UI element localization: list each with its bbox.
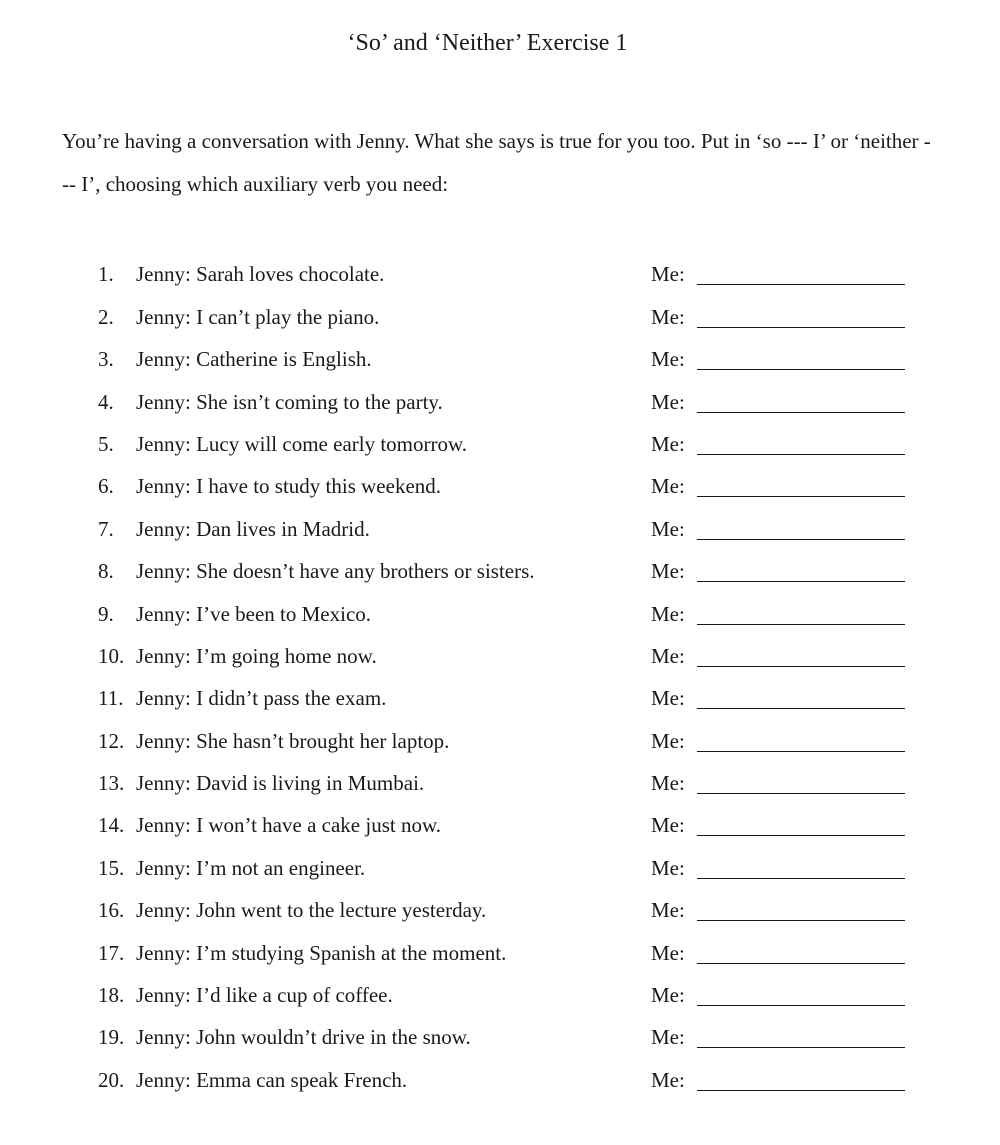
jenny-statement: Jenny: I can’t play the piano. xyxy=(136,304,380,329)
me-label: Me: xyxy=(651,304,685,329)
page-title: ‘So’ and ‘Neither’ Exercise 1 xyxy=(347,30,628,56)
jenny-statement: Jenny: I’m going home now. xyxy=(136,643,377,668)
exercise-list xyxy=(98,245,918,1093)
me-label: Me: xyxy=(651,262,685,287)
item-number: 6. xyxy=(98,474,114,499)
jenny-statement: Jenny: John wouldn’t drive in the snow. xyxy=(136,1025,471,1050)
exercise-item xyxy=(98,1008,918,1050)
exercise-item xyxy=(98,330,918,372)
jenny-statement: Jenny: She doesn’t have any brothers or sisters. xyxy=(136,559,535,584)
me-label: Me: xyxy=(651,771,685,796)
exercise-item xyxy=(98,287,918,329)
me-label: Me: xyxy=(651,813,685,838)
me-label: Me: xyxy=(651,431,685,456)
jenny-statement: Jenny: David is living in Mumbai. xyxy=(136,771,425,796)
jenny-statement: Jenny: I’m studying Spanish at the moment. xyxy=(136,940,507,965)
jenny-statement: Jenny: I have to study this weekend. xyxy=(136,474,442,499)
jenny-statement: Jenny: Sarah loves chocolate. xyxy=(136,262,385,287)
answer-input[interactable] xyxy=(697,388,905,413)
exercise-item xyxy=(98,711,918,753)
item-number: 15. xyxy=(98,855,125,880)
item-number: 20. xyxy=(98,1067,125,1092)
answer-input[interactable] xyxy=(697,854,905,879)
item-number: 2. xyxy=(98,304,114,329)
answer-input[interactable] xyxy=(697,303,905,328)
answer-input[interactable] xyxy=(697,939,905,964)
answer-input[interactable] xyxy=(697,642,905,667)
jenny-statement: Jenny: I won’t have a cake just now. xyxy=(136,813,442,838)
jenny-statement: Jenny: Catherine is English. xyxy=(136,347,372,372)
me-label: Me: xyxy=(651,516,685,541)
jenny-statement: Jenny: Emma can speak French. xyxy=(136,1067,408,1092)
item-number: 11. xyxy=(98,686,124,711)
answer-input[interactable] xyxy=(697,811,905,836)
item-number: 4. xyxy=(98,389,114,414)
answer-input[interactable] xyxy=(697,472,905,497)
me-label: Me: xyxy=(651,389,685,414)
item-number: 7. xyxy=(98,516,114,541)
jenny-statement: Jenny: John went to the lecture yesterday. xyxy=(136,898,487,923)
me-label: Me: xyxy=(651,1025,685,1050)
jenny-statement: Jenny: I’m not an engineer. xyxy=(136,855,366,880)
answer-input[interactable] xyxy=(697,727,905,752)
jenny-statement: Jenny: I’d like a cup of coffee. xyxy=(136,983,393,1008)
instructions-text: You’re having a conversation with Jenny. What she says is true for you too. Put in ‘so --- I’ or ‘neither --- I’, choosing which auxiliary verb you need: xyxy=(62,129,931,196)
item-number: 9. xyxy=(98,601,114,626)
exercise-item xyxy=(98,627,918,669)
exercise-item xyxy=(98,838,918,880)
me-label: Me: xyxy=(651,983,685,1008)
me-label: Me: xyxy=(651,1067,685,1092)
item-number: 16. xyxy=(98,898,125,923)
exercise-item xyxy=(98,923,918,965)
item-number: 12. xyxy=(98,728,125,753)
answer-input[interactable] xyxy=(697,515,905,540)
answer-input[interactable] xyxy=(697,1066,905,1091)
me-label: Me: xyxy=(651,855,685,880)
item-number: 5. xyxy=(98,431,114,456)
exercise-item xyxy=(98,542,918,584)
exercise-item xyxy=(98,372,918,414)
exercise-item xyxy=(98,415,918,457)
item-number: 13. xyxy=(98,771,125,796)
exercise-item xyxy=(98,499,918,541)
me-label: Me: xyxy=(651,940,685,965)
item-number: 18. xyxy=(98,983,125,1008)
me-label: Me: xyxy=(651,559,685,584)
exercise-item xyxy=(98,1050,918,1092)
answer-input[interactable] xyxy=(697,769,905,794)
item-number: 3. xyxy=(98,347,114,372)
me-label: Me: xyxy=(651,347,685,372)
me-label: Me: xyxy=(651,643,685,668)
answer-input[interactable] xyxy=(697,600,905,625)
item-number: 14. xyxy=(98,813,125,838)
me-label: Me: xyxy=(651,474,685,499)
jenny-statement: Jenny: She hasn’t brought her laptop. xyxy=(136,728,450,753)
answer-input[interactable] xyxy=(697,557,905,582)
item-number: 1. xyxy=(98,262,114,287)
exercise-item xyxy=(98,457,918,499)
item-number: 17. xyxy=(98,940,125,965)
item-number: 19. xyxy=(98,1025,125,1050)
me-label: Me: xyxy=(651,728,685,753)
exercise-item xyxy=(98,584,918,626)
item-number: 10. xyxy=(98,643,125,668)
answer-input[interactable] xyxy=(697,1023,905,1048)
exercise-item xyxy=(98,796,918,838)
jenny-statement: Jenny: She isn’t coming to the party. xyxy=(136,389,443,414)
answer-input[interactable] xyxy=(697,260,905,285)
answer-input[interactable] xyxy=(697,430,905,455)
exercise-item xyxy=(98,669,918,711)
exercise-item xyxy=(98,966,918,1008)
jenny-statement: Jenny: I didn’t pass the exam. xyxy=(136,686,387,711)
me-label: Me: xyxy=(651,898,685,923)
me-label: Me: xyxy=(651,601,685,626)
exercise-item xyxy=(98,881,918,923)
answer-input[interactable] xyxy=(697,981,905,1006)
answer-input[interactable] xyxy=(697,684,905,709)
jenny-statement: Jenny: Lucy will come early tomorrow. xyxy=(136,431,468,456)
answer-input[interactable] xyxy=(697,345,905,370)
item-number: 8. xyxy=(98,559,114,584)
jenny-statement: Jenny: I’ve been to Mexico. xyxy=(136,601,372,626)
me-label: Me: xyxy=(651,686,685,711)
exercise-item xyxy=(98,754,918,796)
answer-input[interactable] xyxy=(697,896,905,921)
jenny-statement: Jenny: Dan lives in Madrid. xyxy=(136,516,370,541)
exercise-item xyxy=(98,245,918,287)
